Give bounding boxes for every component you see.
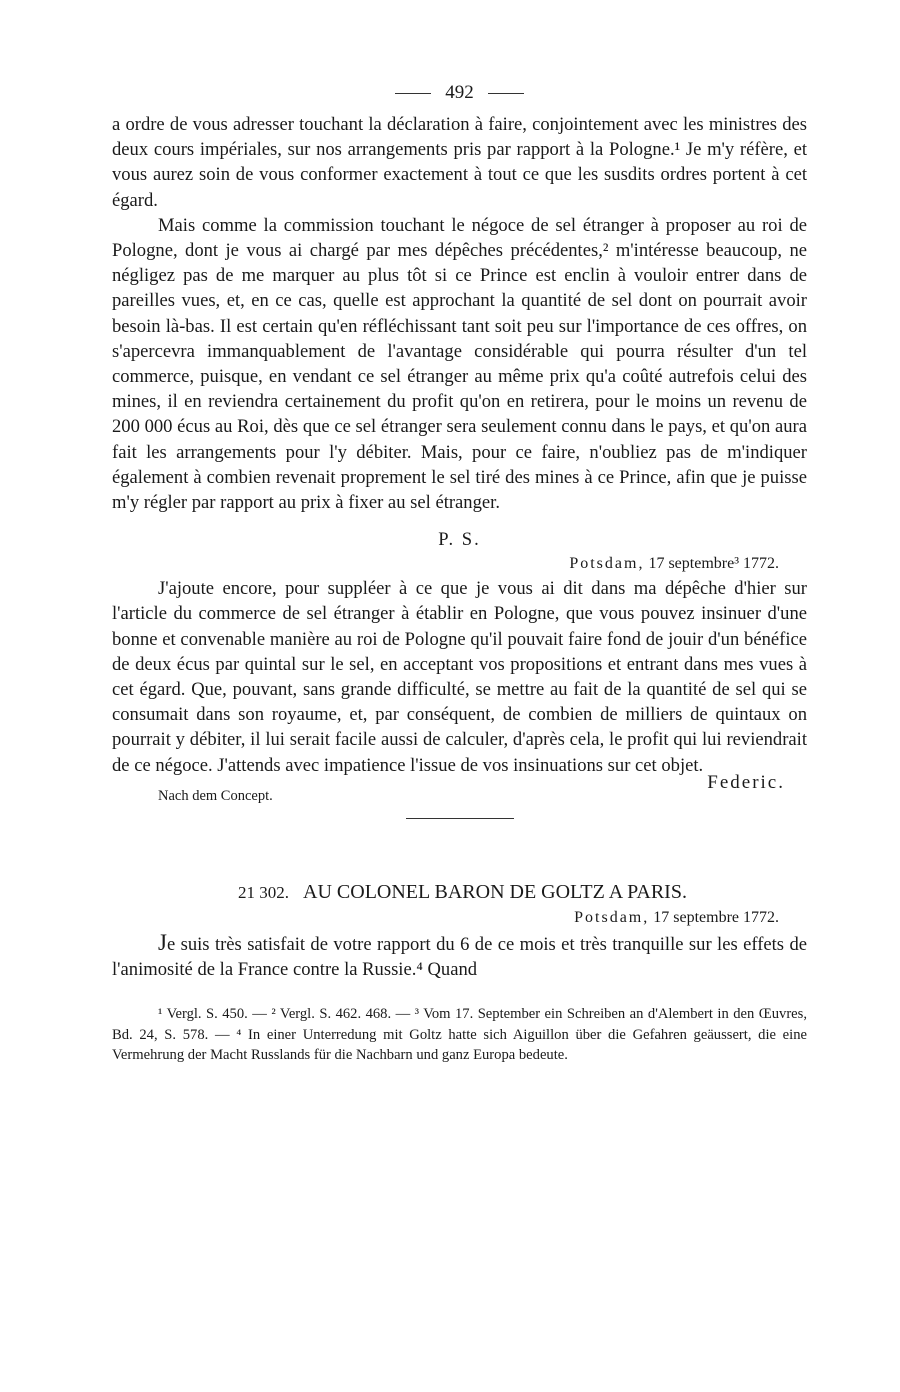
- signature: Federic.: [707, 771, 785, 793]
- letter-number: 21 302.: [238, 882, 290, 902]
- ps-heading: P. S.: [438, 529, 481, 551]
- letter-dateline: [112, 906, 807, 930]
- paragraph-salt-commission: Mais comme la commission touchant le négoce de sel étranger à proposer au roi de Pologne, dont je vous ai chargé par mes dépêches précédentes,² m'intéresse beaucoup, ne négligez pas de me marquer au plus tôt si ce Prince est enclin à vouloir entrer dans de pareilles vues, et, en ce cas, quelle est approchant la quantité de sel dont on pourrait avoir besoin là-bas. Il est certain qu'en réfléchissant tant soit peu sur l'importance de ces offres, on s'apercevra immanquablement de l'avantage considérable qui pourra résulter d'un tel commerce, puisque, en vendant ce sel étranger au même prix qu'a coûté autrefois celui des mines, il en reviendra certainement du profit qu'on en retirera, pour le moins un revenu de 200 000 écus au Roi, dès que ce sel étranger sera seulement connu dans le pays, et qu'on aura fait les arrangements pour l'y débiter. Mais, pour ce faire, n'oubliez pas de m'indiquer également à combien revenait proprement le sel tiré des mines à ce Prince, afin que je puisse m'y régler par rapport au prix à fixer au sel étranger.: [112, 214, 807, 514]
- ps-dateline-date: 17 septembre³ 1772.: [648, 555, 779, 573]
- ps-dateline: [112, 552, 807, 576]
- opening-initial: J: [158, 929, 167, 955]
- letter-dateline-date: 17 septembre 1772.: [653, 908, 779, 926]
- letter-heading: [112, 879, 807, 906]
- ps-dateline-place: Potsdam,: [569, 555, 645, 573]
- document-page: [112, 82, 807, 1066]
- source-note: Nach dem Concept.: [158, 787, 273, 804]
- page-header: [112, 82, 807, 112]
- signature-row: [112, 771, 807, 812]
- footnote-text: ¹ Vergl. S. 450. — ² Vergl. S. 462. 468. — ³ Vom 17. September ein Schreiben an d'Alembert in den Œuvres, Bd. 24, S. 578. — ⁴ In einer Unterredung mit Goltz hatte sich Aiguillon über die Gefahren geäussert, die eine Vermehrung der Macht Russlands für die Nachbarn und ganz Europa bedeute.: [112, 1006, 807, 1064]
- letter-title: AU COLONEL BARON DE GOLTZ A PARIS.: [303, 880, 687, 903]
- footnotes: [112, 1004, 807, 1066]
- page-number: 492: [445, 82, 474, 103]
- paragraph-continuation: a ordre de vous adresser touchant la déclaration à faire, conjointement avec les ministres des deux cours impériales, sur nos arrangements pris par rapport à la Pologne.¹ Je m'y réfère, et vous aurez soin de vous conformer exactement à tout ce que les susdits ordres portent à cet égard.: [112, 114, 807, 211]
- opening-text: e suis très satisfait de votre rapport du 6 de ce mois et très tranquille sur les effets de l'animosité de la France contre la Russie.⁴ Quand: [112, 933, 807, 981]
- header-rule-right: [488, 93, 524, 94]
- letter-opening-paragraph: [112, 930, 807, 982]
- letter-dateline-place: Potsdam,: [574, 908, 650, 926]
- header-rule-left: [395, 93, 431, 94]
- ps-paragraph: J'ajoute encore, pour suppléer à ce que je vous ai dit dans ma dépêche d'hier sur l'article du commerce de sel étranger à établir en Pologne, que vous pouvez insinuer d'une bonne et convenable manière au roi de Pologne qu'il pouvait faire fond de jouir d'un bénéfice de deux écus par quintal sur le sel, en acceptant vos propositions et entrant dans mes vues à cet égard. Que, pouvant, sans grande difficulté, se mettre au fait de la quantité de sel qui se consumait dans son royaume, et, par conséquent, de combien de milliers de quintaux on pourrait y débiter, il lui serait facile aussi de calculer, d'après cela, le profit qui lui reviendrait de ce négoce. J'attends avec impatience l'issue de vos insinuations sur cet objet.: [112, 578, 807, 776]
- section-divider: [406, 818, 514, 819]
